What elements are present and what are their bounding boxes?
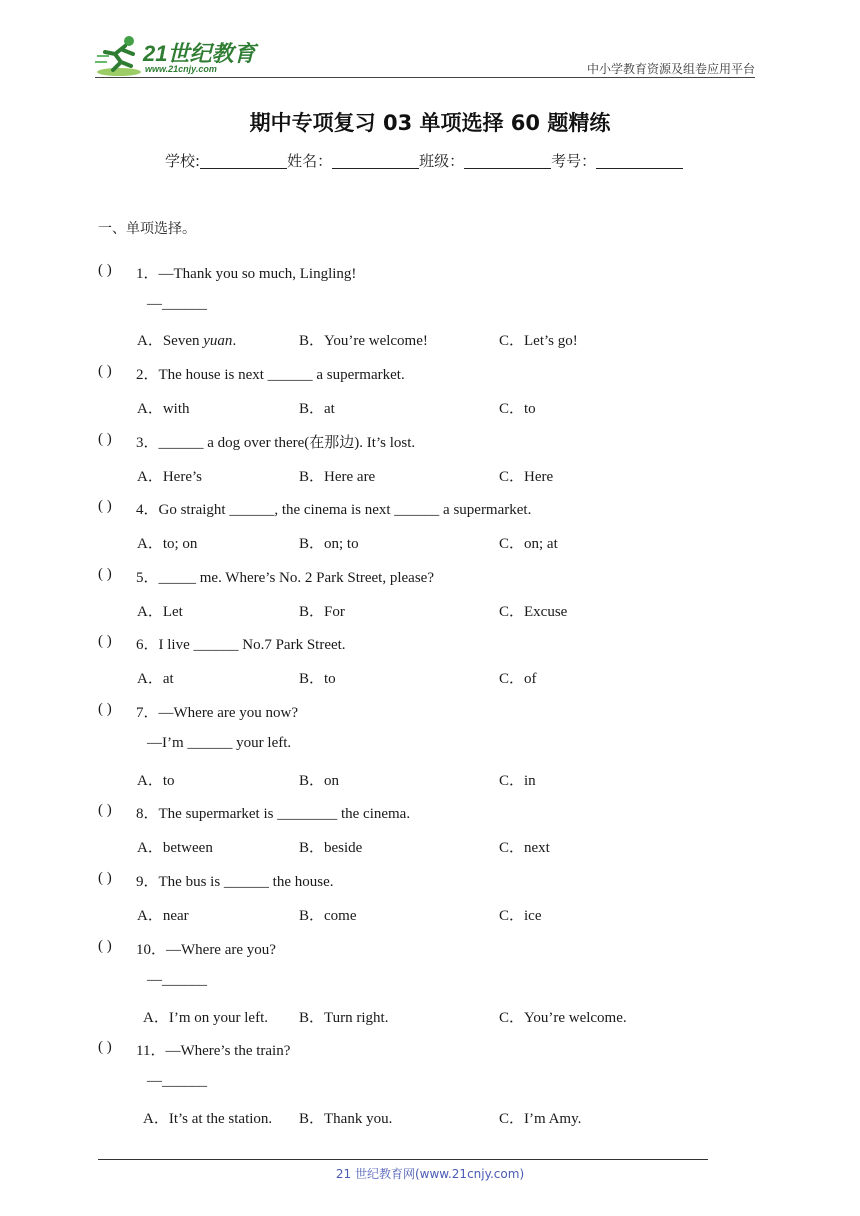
option-b[interactable] — [299, 1006, 388, 1027]
name-blank[interactable] — [332, 153, 419, 169]
school-label: 学校: — [165, 152, 201, 170]
option-letter: C． — [499, 1010, 525, 1026]
exam-number-blank[interactable] — [596, 153, 683, 169]
option-letter: A． — [137, 671, 163, 687]
header-divider — [95, 77, 755, 78]
question-reply: —______ — [147, 296, 207, 312]
platform-label: 中小学教育资源及组卷应用平台 — [586, 62, 755, 76]
class-blank[interactable] — [464, 153, 551, 169]
question-stem: 11．—Where’s the train? — [136, 1043, 291, 1059]
option-letter: B． — [299, 671, 325, 687]
question-reply: —______ — [147, 972, 207, 988]
question-stem: 2．The house is next ______ a supermarket. — [136, 367, 405, 383]
answer-parentheses[interactable]: ( ) — [98, 262, 112, 278]
option-text: For — [324, 604, 345, 620]
option-text: Here are — [324, 469, 376, 485]
page-header — [95, 30, 755, 80]
option-c[interactable] — [499, 397, 536, 418]
option-text: You’re welcome. — [524, 1010, 627, 1026]
answer-parentheses[interactable]: ( ) — [98, 870, 112, 886]
option-b[interactable] — [299, 667, 336, 688]
option-letter: B． — [299, 469, 325, 485]
option-text: Seven — [162, 333, 204, 349]
option-letter: B． — [299, 1010, 325, 1026]
option-text: at — [324, 401, 335, 417]
option-letter: C． — [499, 401, 525, 417]
logo-url: www.21cnjy.com — [145, 64, 217, 74]
answer-parentheses[interactable]: ( ) — [98, 1039, 112, 1055]
answer-parentheses[interactable]: ( ) — [98, 431, 112, 447]
option-letter: B． — [299, 840, 325, 856]
option-c[interactable] — [499, 836, 550, 857]
option-text: with — [162, 401, 190, 417]
question-stem: 8．The supermarket is ________ the cinema. — [136, 806, 411, 822]
option-a[interactable] — [137, 769, 175, 790]
option-letter: B． — [299, 604, 325, 620]
option-c[interactable] — [499, 667, 537, 688]
answer-parentheses[interactable]: ( ) — [98, 633, 112, 649]
option-b[interactable] — [299, 532, 359, 553]
option-letter: A． — [137, 773, 163, 789]
option-letter: B． — [299, 908, 325, 924]
option-letter: C． — [499, 908, 525, 924]
option-letter: A． — [137, 469, 163, 485]
option-letter: C． — [499, 671, 525, 687]
option-italic-text: yuan — [203, 333, 233, 349]
option-text: You’re welcome! — [324, 333, 428, 349]
option-letter: A． — [137, 401, 163, 417]
section-title: 一、单项选择。 — [98, 221, 196, 237]
option-text: Here — [524, 469, 554, 485]
exam-number-label: 考号： — [551, 152, 597, 170]
page-footer: 21 世纪教育网(www.21cnjy.com) — [335, 1167, 525, 1181]
option-letter: A． — [137, 840, 163, 856]
option-c[interactable] — [499, 1006, 627, 1027]
option-a[interactable] — [143, 1107, 272, 1128]
option-letter: A． — [143, 1010, 169, 1026]
option-letter: A． — [137, 908, 163, 924]
option-a[interactable] — [137, 397, 190, 418]
option-c[interactable] — [499, 769, 536, 790]
student-info-row — [165, 150, 683, 171]
option-letter: C． — [499, 840, 525, 856]
option-letter: B． — [299, 401, 325, 417]
option-a[interactable] — [137, 600, 183, 621]
answer-parentheses[interactable]: ( ) — [98, 701, 112, 717]
option-letter: A． — [137, 536, 163, 552]
option-letter: C． — [499, 773, 525, 789]
option-text: to — [524, 401, 536, 417]
option-text: Excuse — [524, 604, 568, 620]
option-c[interactable] — [499, 465, 553, 486]
option-text: come — [324, 908, 357, 924]
question-reply: —I’m ______ your left. — [147, 735, 292, 751]
option-a[interactable] — [137, 904, 189, 925]
option-c[interactable] — [499, 904, 542, 925]
option-text: beside — [324, 840, 363, 856]
option-text: Here’s — [162, 469, 202, 485]
option-text: at — [162, 671, 174, 687]
question-stem: 7．—Where are you now? — [136, 705, 299, 721]
option-text: I’m on your left. — [168, 1010, 268, 1026]
answer-parentheses[interactable]: ( ) — [98, 566, 112, 582]
option-text: between — [162, 840, 213, 856]
option-text: Let’s go! — [524, 333, 578, 349]
answer-parentheses[interactable]: ( ) — [98, 938, 112, 954]
footer-divider — [98, 1159, 708, 1160]
option-letter: B． — [299, 536, 325, 552]
option-text: next — [524, 840, 550, 856]
question-stem: 10．—Where are you? — [136, 942, 276, 958]
logo — [95, 34, 265, 78]
option-b[interactable] — [299, 600, 345, 621]
option-b[interactable] — [299, 1107, 392, 1128]
option-c[interactable] — [499, 600, 567, 621]
question-stem: 9．The bus is ______ the house. — [136, 874, 334, 890]
option-letter: C． — [499, 333, 525, 349]
option-text: in — [524, 773, 536, 789]
question-stem: 3．______ a dog over there(在那边). It’s lost. — [136, 435, 416, 451]
option-text: to — [162, 773, 175, 789]
option-letter: C． — [499, 604, 525, 620]
name-label: 姓名： — [287, 152, 333, 170]
answer-parentheses[interactable]: ( ) — [98, 498, 112, 514]
runner-logo-icon — [95, 34, 143, 78]
option-a[interactable] — [137, 667, 174, 688]
option-text: on; at — [524, 536, 558, 552]
option-c[interactable] — [499, 532, 558, 553]
option-a[interactable] — [137, 329, 236, 350]
option-b[interactable] — [299, 465, 375, 486]
option-text: Thank you. — [324, 1111, 393, 1127]
option-c[interactable] — [499, 1107, 581, 1128]
option-letter: C． — [499, 469, 525, 485]
option-text: Turn right. — [324, 1010, 389, 1026]
option-a[interactable] — [143, 1006, 268, 1027]
option-letter: B． — [299, 333, 325, 349]
option-b[interactable] — [299, 769, 339, 790]
option-letter: A． — [137, 604, 163, 620]
option-text: to — [324, 671, 336, 687]
option-letter: A． — [143, 1111, 169, 1127]
answer-parentheses[interactable]: ( ) — [98, 363, 112, 379]
school-blank[interactable] — [200, 153, 287, 169]
option-text: I’m Amy. — [524, 1111, 582, 1127]
option-letter: B． — [299, 1111, 325, 1127]
class-label: 班级： — [419, 152, 465, 170]
option-a[interactable] — [137, 465, 202, 486]
logo-text: 21世纪教育 — [143, 41, 256, 66]
option-letter: C． — [499, 536, 525, 552]
option-text: on; to — [324, 536, 359, 552]
option-trailing-text: . — [232, 333, 237, 349]
option-text: It’s at the station. — [168, 1111, 273, 1127]
question-stem: 4．Go straight ______, the cinema is next ______ a supermarket. — [136, 502, 532, 518]
option-text: on — [324, 773, 340, 789]
question-stem: 1．—Thank you so much, Lingling! — [136, 266, 357, 282]
answer-parentheses[interactable]: ( ) — [98, 802, 112, 818]
option-text: to; on — [162, 536, 198, 552]
option-a[interactable] — [137, 532, 197, 553]
option-text: ice — [524, 908, 542, 924]
option-text: of — [524, 671, 537, 687]
question-stem: 5．_____ me. Where’s No. 2 Park Street, please? — [136, 570, 434, 586]
option-text: Let — [162, 604, 183, 620]
option-letter: A． — [137, 333, 163, 349]
option-letter: B． — [299, 773, 325, 789]
page-title: 期中专项复习 03 单项选择 60 题精练 — [249, 111, 611, 135]
option-b[interactable] — [299, 836, 362, 857]
option-a[interactable] — [137, 836, 213, 857]
option-letter: C． — [499, 1111, 525, 1127]
option-b[interactable] — [299, 397, 335, 418]
option-b[interactable] — [299, 904, 357, 925]
option-c[interactable] — [499, 329, 578, 350]
option-b[interactable] — [299, 329, 428, 350]
question-stem: 6．I live ______ No.7 Park Street. — [136, 637, 346, 653]
option-text: near — [162, 908, 189, 924]
question-reply: —______ — [147, 1073, 207, 1089]
